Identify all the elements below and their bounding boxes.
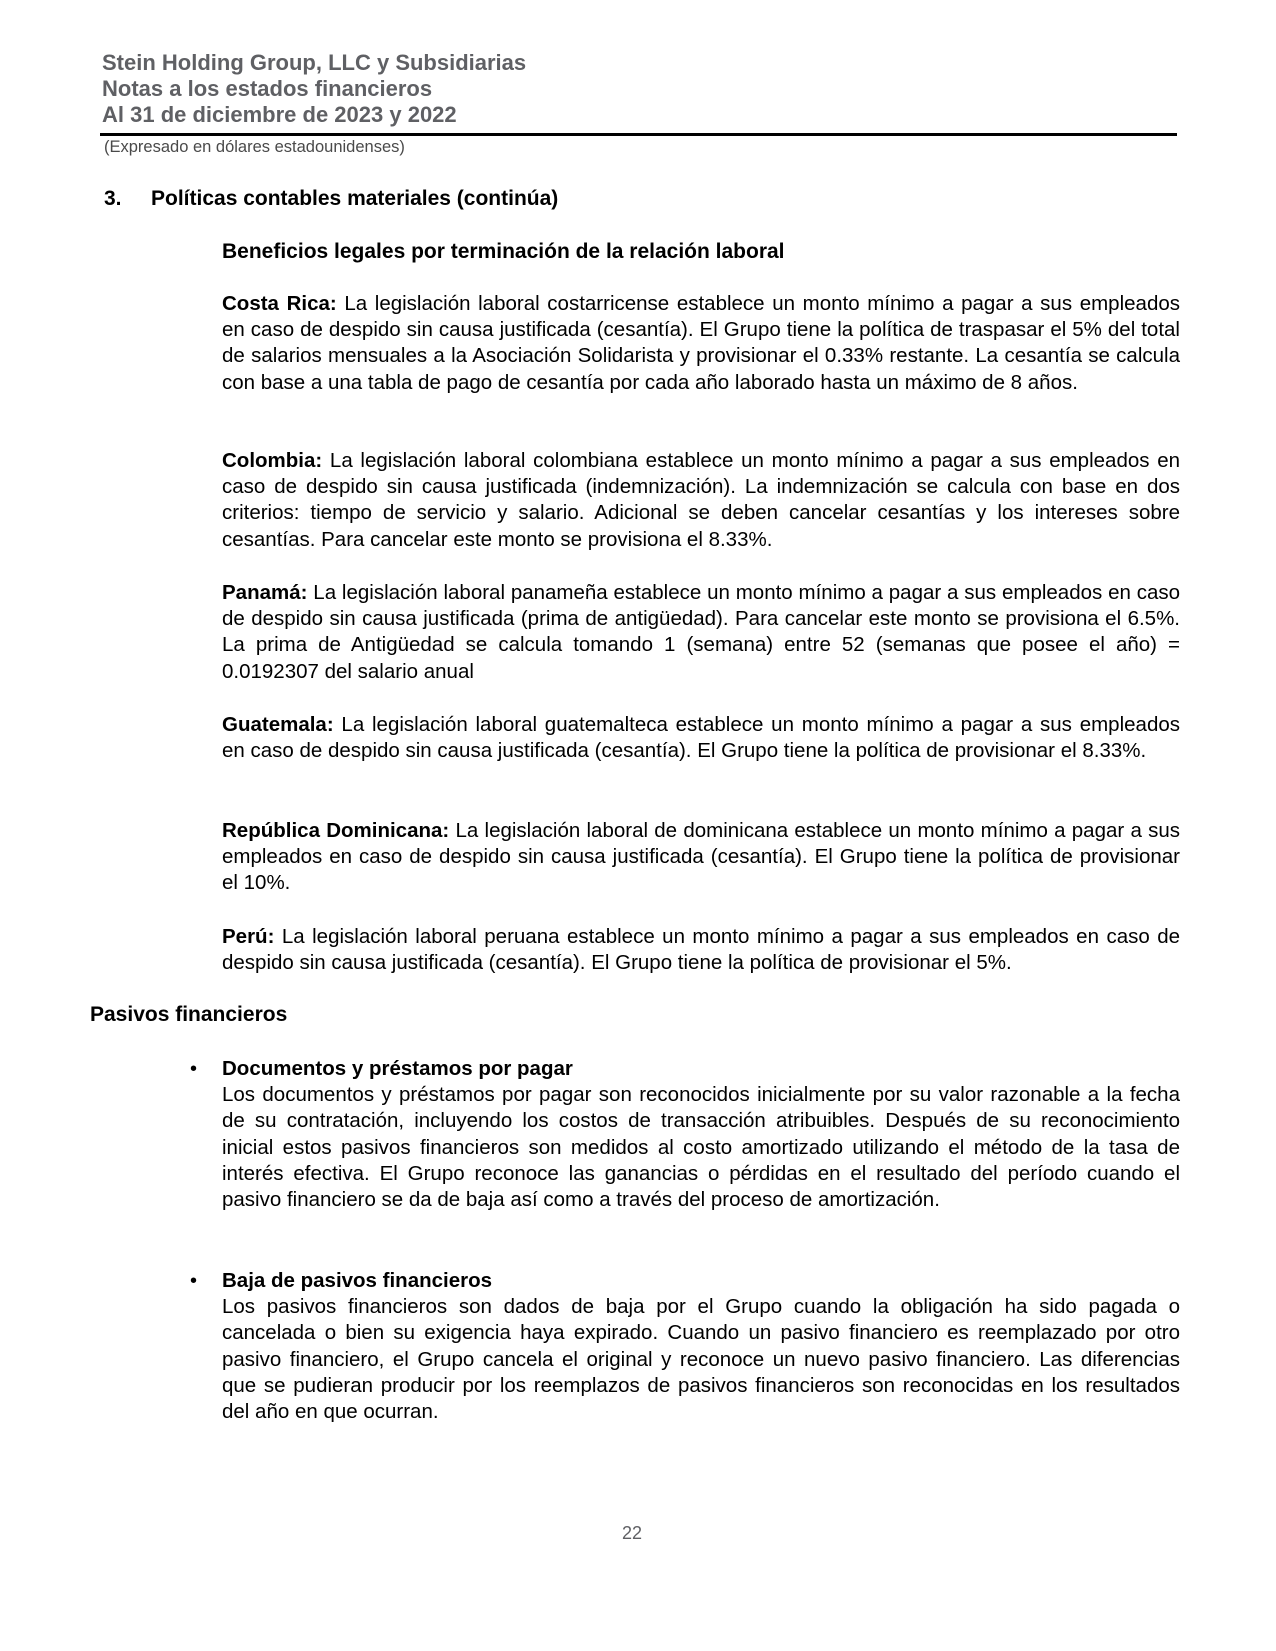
paragraph-republica-dominicana	[222, 818, 1180, 897]
document-header	[102, 50, 526, 128]
liabilities-heading: Pasivos financieros	[90, 1003, 288, 1026]
paragraph-text: La legislación laboral costarricense establece un monto mínimo a pagar a sus empleados en caso de despido sin causa justificada (cesantía). El Grupo tiene la política de traspasar el 5% del total de salarios mensuales a la Asociación Solidarista y provisionar el 0.33% restante. La cesantía se calcula con base a una tabla de pago de cesantía por cada año laborado hasta un máximo de 8 años.	[222, 292, 1180, 394]
benefits-heading: Beneficios legales por terminación de la relación laboral	[222, 240, 785, 263]
paragraph-text: La legislación laboral de dominicana establece un monto mínimo a pagar a sus empleados en caso de despido sin causa justificada (cesantía). El Grupo tiene la política de provisionar el 10%.	[222, 819, 1180, 895]
paragraph-costa-rica	[222, 291, 1180, 396]
country-label: Panamá:	[222, 581, 308, 604]
country-label: República Dominicana:	[222, 819, 450, 842]
page-number: 22	[621, 1523, 643, 1543]
bullet-icon: •	[190, 1270, 198, 1292]
paragraph-panama	[222, 580, 1180, 685]
document-title: Notas a los estados financieros	[102, 76, 433, 101]
section-title	[104, 187, 558, 211]
list-item-documentos	[222, 1056, 1180, 1213]
list-item-title: Documentos y préstamos por pagar	[222, 1057, 573, 1080]
bullet-icon: •	[190, 1058, 198, 1080]
currency-note: (Expresado en dólares estadounidenses)	[104, 138, 405, 156]
paragraph-colombia	[222, 448, 1180, 553]
company-name: Stein Holding Group, LLC y Subsidiarias	[102, 50, 527, 75]
paragraph-peru	[222, 924, 1180, 976]
list-item-text: Los pasivos financieros son dados de baja por el Grupo cuando la obligación ha sido pagada o cancelada o bien su exigencia haya expirado. Cuando un pasivo financiero es reemplazado por otro pasivo financiero, el Grupo cancela el original y reconoce un nuevo pasivo financiero. Las diferencias que se pudieran producir por los reemplazos de pasivos financieros son reconocidas en los resultados del año en que ocurran.	[222, 1295, 1180, 1424]
paragraph-text: La legislación laboral panameña establece un monto mínimo a pagar a sus empleados en caso de despido sin causa justificada (prima de antigüedad). Para cancelar este monto se provisiona el 6.5%. La prima de Antigüedad se calcula tomando 1 (semana) entre 52 (semanas que posee el año) = 0.0192307 del salario anual	[222, 581, 1180, 683]
section-title-text: Políticas contables materiales (continúa)	[151, 187, 559, 210]
country-label: Guatemala:	[222, 713, 334, 736]
country-label: Perú:	[222, 925, 275, 948]
country-label: Costa Rica:	[222, 292, 337, 315]
list-item-baja	[222, 1268, 1180, 1425]
paragraph-text: La legislación laboral colombiana establece un monto mínimo a pagar a sus empleados en caso de despido sin causa justificada (indemnización). La indemnización se calcula con base en dos criterios: tiempo de servicio y salario. Adicional se deben cancelar cesantías y los intereses sobre cesantías. Para cancelar este monto se provisiona el 8.33%.	[222, 449, 1180, 551]
section-number: 3.	[104, 187, 122, 210]
paragraph-guatemala	[222, 712, 1180, 764]
period-label: Al 31 de diciembre de 2023 y 2022	[102, 102, 457, 127]
paragraph-text: La legislación laboral guatemalteca establece un monto mínimo a pagar a sus empleados en caso de despido sin causa justificada (cesantía). El Grupo tiene la política de provisionar el 8.33%.	[222, 713, 1180, 763]
list-item-text: Los documentos y préstamos por pagar son reconocidos inicialmente por su valor razonable a la fecha de su contratación, incluyendo los costos de transacción atribuibles. Después de su reconocimiento inicial estos pasivos financieros son medidos al costo amortizado utilizando el método de la tasa de interés efectiva. El Grupo reconoce las ganancias o pérdidas en el resultado del período cuando el pasivo financiero se da de baja así como a través del proceso de amortización.	[222, 1083, 1180, 1212]
list-item-title: Baja de pasivos financieros	[222, 1269, 493, 1292]
paragraph-text: La legislación laboral peruana establece un monto mínimo a pagar a sus empleados en caso de despido sin causa justificada (cesantía). El Grupo tiene la política de provisionar el 5%.	[222, 925, 1180, 975]
country-label: Colombia:	[222, 449, 323, 472]
header-rule	[100, 133, 1177, 136]
